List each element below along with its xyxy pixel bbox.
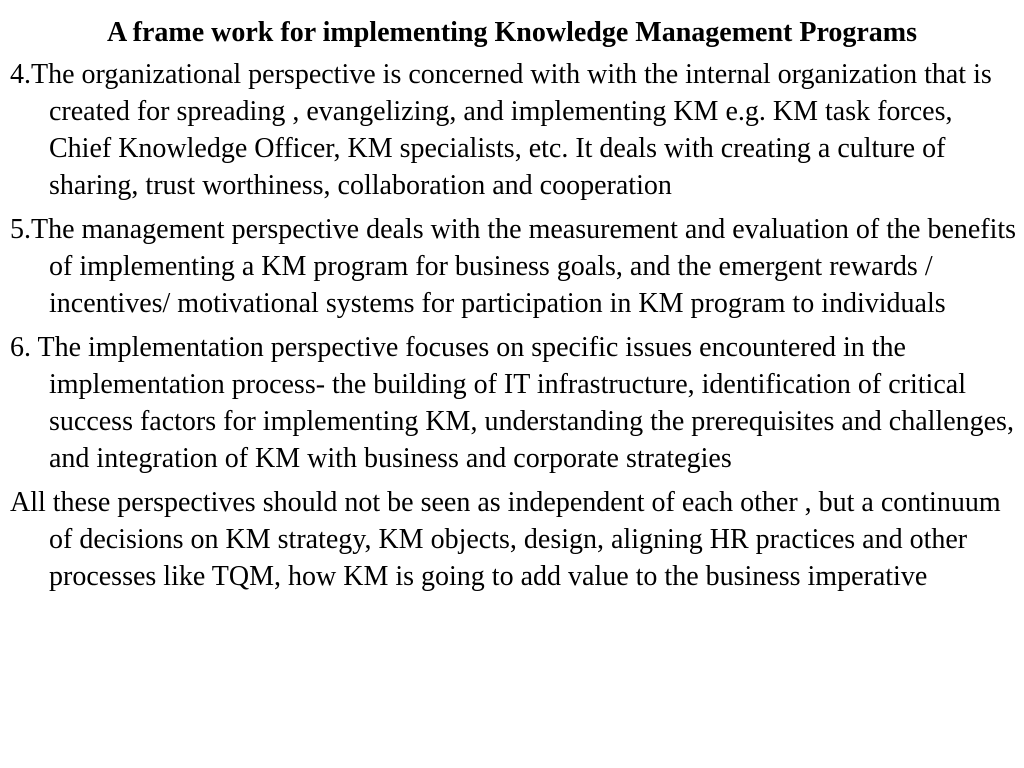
paragraph-management-perspective: 5.The management perspective deals with the measurement and evaluation of the benefits of implementing a KM program for business goals, and the emergent rewards / incentives/ motivational systems for participation in KM program to individuals	[10, 214, 1017, 319]
paragraph-summary: All these perspectives should not be seen as independent of each other , but a continuum of decisions on KM strategy, KM objects, design, aligning HR practices and other processes like TQM, how KM is going to add value to the business imperative	[10, 487, 1001, 592]
slide-title: A frame work for implementing Knowledge Management Programs	[106, 17, 918, 48]
paragraph-implementation-perspective: 6. The implementation perspective focuses on specific issues encountered in the implementation process- the building of IT infrastructure, identification of critical success factors for implementing KM, understanding the prerequisites and challenges, and integration of KM with business and corporate strategies	[10, 332, 1014, 474]
slide-body	[10, 56, 1018, 602]
paragraph-organizational-perspective: 4.The organizational perspective is concerned with with the internal organization that is created for spreading , evangelizing, and implementing KM e.g. KM task forces, Chief Knowledge Officer, KM specialists, etc. It deals with creating a culture of sharing, trust worthiness, collaboration and cooperation	[10, 59, 992, 201]
